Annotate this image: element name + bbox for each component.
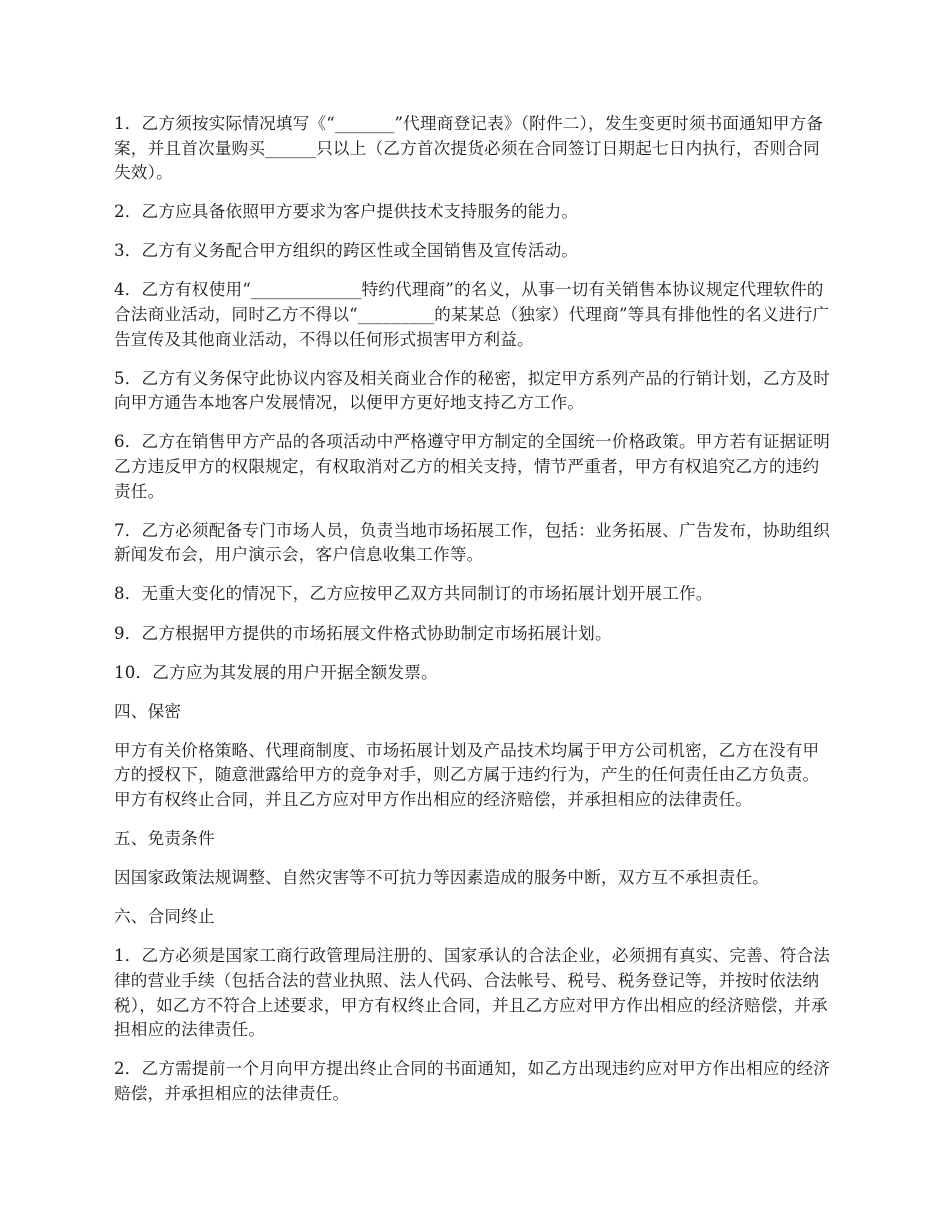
clause-5: 5．乙方有义务保守此协议内容及相关商业合作的秘密，拟定甲方系列产品的行销计划，乙方及时向甲方通告本地客户发展情况，以便甲方更好地支持乙方工作。 [114, 368, 831, 413]
section-heading-exemption: 五、免责条件 [114, 829, 215, 849]
document-body [114, 112, 836, 1121]
section-heading-termination: 六、合同终止 [114, 907, 215, 927]
confidentiality-text: 甲方有关价格策略、代理商制度、市场拓展计划及产品技术均属于甲方公司机密，乙方在没有甲方的授权下，随意泄露给甲方的竞争对手，则乙方属于违约行为，产生的任何责任由乙方负责。甲方有权终止合同，并且乙方应对甲方作出相应的经济赔偿，并承担相应的法律责任。 [114, 740, 820, 809]
termination-clause-2: 2．乙方需提前一个月向甲方提出终止合同的书面通知，如乙方出现违约应对甲方作出相应的经济赔偿，并承担相应的法律责任。 [114, 1059, 831, 1103]
clause-9: 9．乙方根据甲方提供的市场拓展文件格式协助制定市场拓展计划。 [114, 623, 612, 643]
clause-10: 10．乙方应为其发展的用户开据全额发票。 [114, 662, 438, 682]
section-heading-confidentiality: 四、保密 [114, 701, 182, 721]
clause-1: 1．乙方须按实际情况填写《“_______”代理商登记表》（附件二），发生变更时须书面通知甲方备案，并且首次量购买______只以上（乙方首次提货必须在合同签订日期起七日内执行，否则合同失效）。 [114, 114, 824, 183]
clause-7: 7．乙方必须配备专门市场人员，负责当地市场拓展工作，包括：业务拓展、广告发布，协助组织新闻发布会，用户演示会，客户信息收集工作等。 [114, 520, 831, 565]
clause-6: 6．乙方在销售甲方产品的各项活动中严格遵守甲方制定的全国统一价格政策。甲方若有证据证明乙方违反甲方的权限规定，有权取消对乙方的相关支持，情节严重者，甲方有权追究乙方的违约责任。 [114, 432, 831, 501]
clause-2: 2．乙方应具备依照甲方要求为客户提供技术支持服务的能力。 [114, 202, 579, 222]
exemption-text: 因国家政策法规调整、自然灾害等不可抗力等因素造成的服务中断，双方互不承担责任。 [114, 868, 769, 888]
clause-4: 4．乙方有权使用“_____________特约代理商”的名义，从事一切有关销售本协议规定代理软件的合法商业活动，同时乙方不得以“_________的某某总（独家）代理商”等具有排他性的名义进行广告宣传及其他商业活动，不得以任何形式损害甲方利益。 [114, 280, 830, 349]
clause-3: 3．乙方有义务配合甲方组织的跨区性或全国销售及宣传活动。 [114, 241, 579, 261]
clause-8: 8．无重大变化的情况下，乙方应按甲乙双方共同制订的市场拓展计划开展工作。 [114, 584, 713, 604]
termination-clause-1: 1．乙方必须是国家工商行政管理局注册的、国家承认的合法企业，必须拥有真实、完善、符合法律的营业手续（包括合法的营业执照、法人代码、合法帐号、税号、税务登记等，并按时依法纳税），如乙方不符合上述要求，甲方有权终止合同，并且乙方应对甲方作出相应的经济赔偿，并承担相应的法律责任。 [114, 946, 831, 1040]
